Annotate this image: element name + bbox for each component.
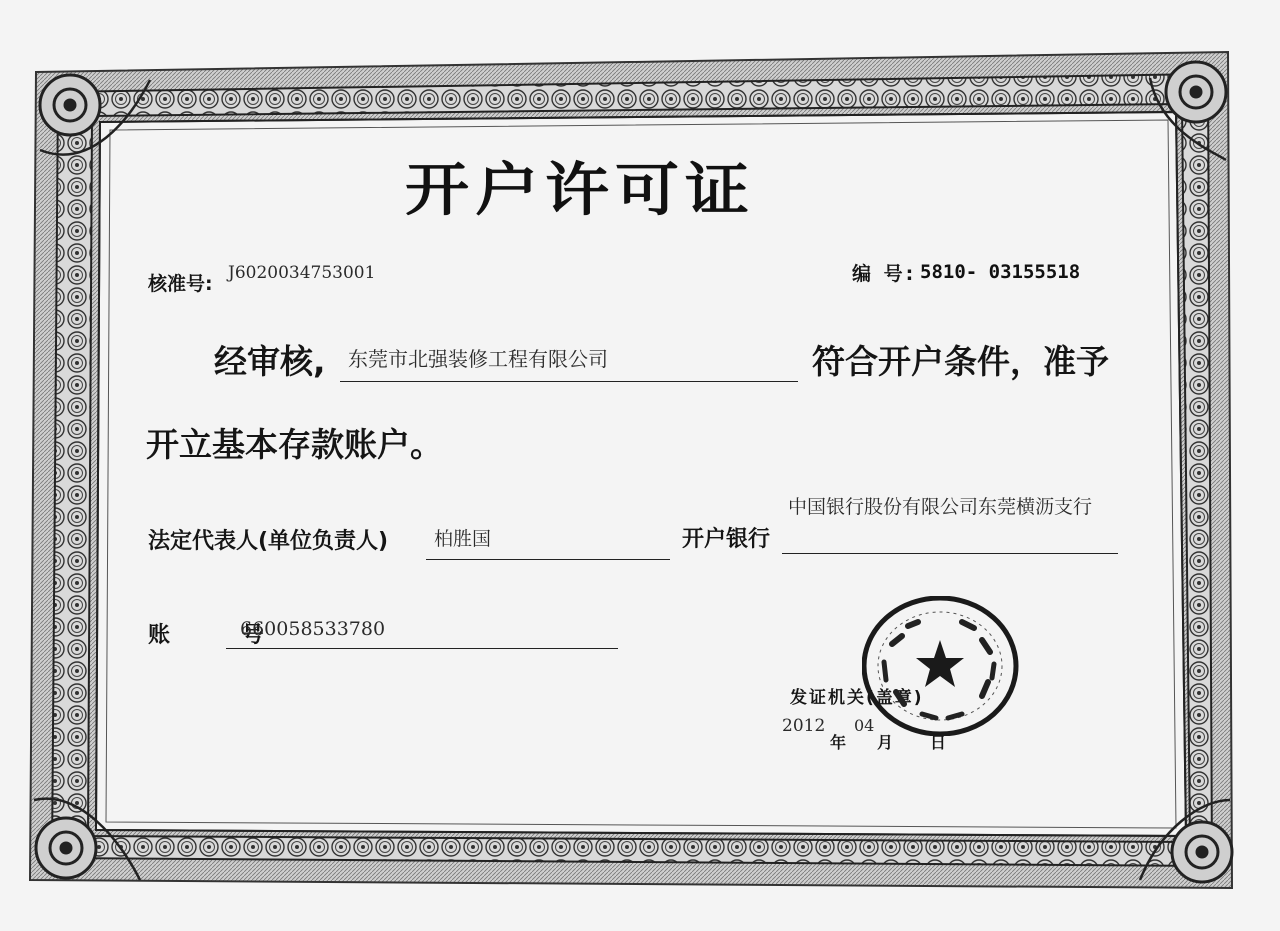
serial-number-label: 编 号: — [852, 263, 917, 285]
star-icon — [916, 640, 964, 687]
statement-line2: 开立基本存款账户。 — [146, 425, 443, 464]
legal-representative-label: 法定代表人(单位负责人) — [148, 529, 389, 554]
account-underline — [226, 648, 618, 649]
serial-number-value: 5810- 03155518 — [920, 261, 1081, 283]
bank-underline — [782, 553, 1118, 554]
statement-part2: 符合开户条件，准予 — [812, 342, 1109, 381]
day-unit: 日 — [930, 733, 947, 752]
certificate-title: 开户许可证 — [405, 157, 755, 225]
year-unit: 年 — [830, 733, 847, 752]
issue-year: 2012 — [782, 716, 826, 736]
official-seal — [862, 596, 1022, 736]
company-underline — [340, 381, 798, 382]
issuer-label: 发证机关(盖章) — [790, 688, 924, 708]
approval-number-value: J6020034753001 — [228, 263, 376, 283]
issue-month: 04 — [854, 716, 875, 735]
account-value: 660058533780 — [240, 618, 386, 640]
month-unit: 月 — [877, 733, 894, 752]
legal-representative-underline — [426, 559, 670, 560]
statement-part1: 经审核, — [214, 342, 326, 381]
account-label: 账 号 — [148, 623, 296, 648]
bank-value: 中国银行股份有限公司东莞横沥支行 — [788, 496, 1093, 518]
company-name: 东莞市北强装修工程有限公司 — [348, 347, 608, 371]
approval-number-label: 核准号: — [148, 273, 213, 295]
bank-label: 开户银行 — [682, 527, 771, 552]
legal-representative-value: 柏胜国 — [434, 528, 492, 550]
